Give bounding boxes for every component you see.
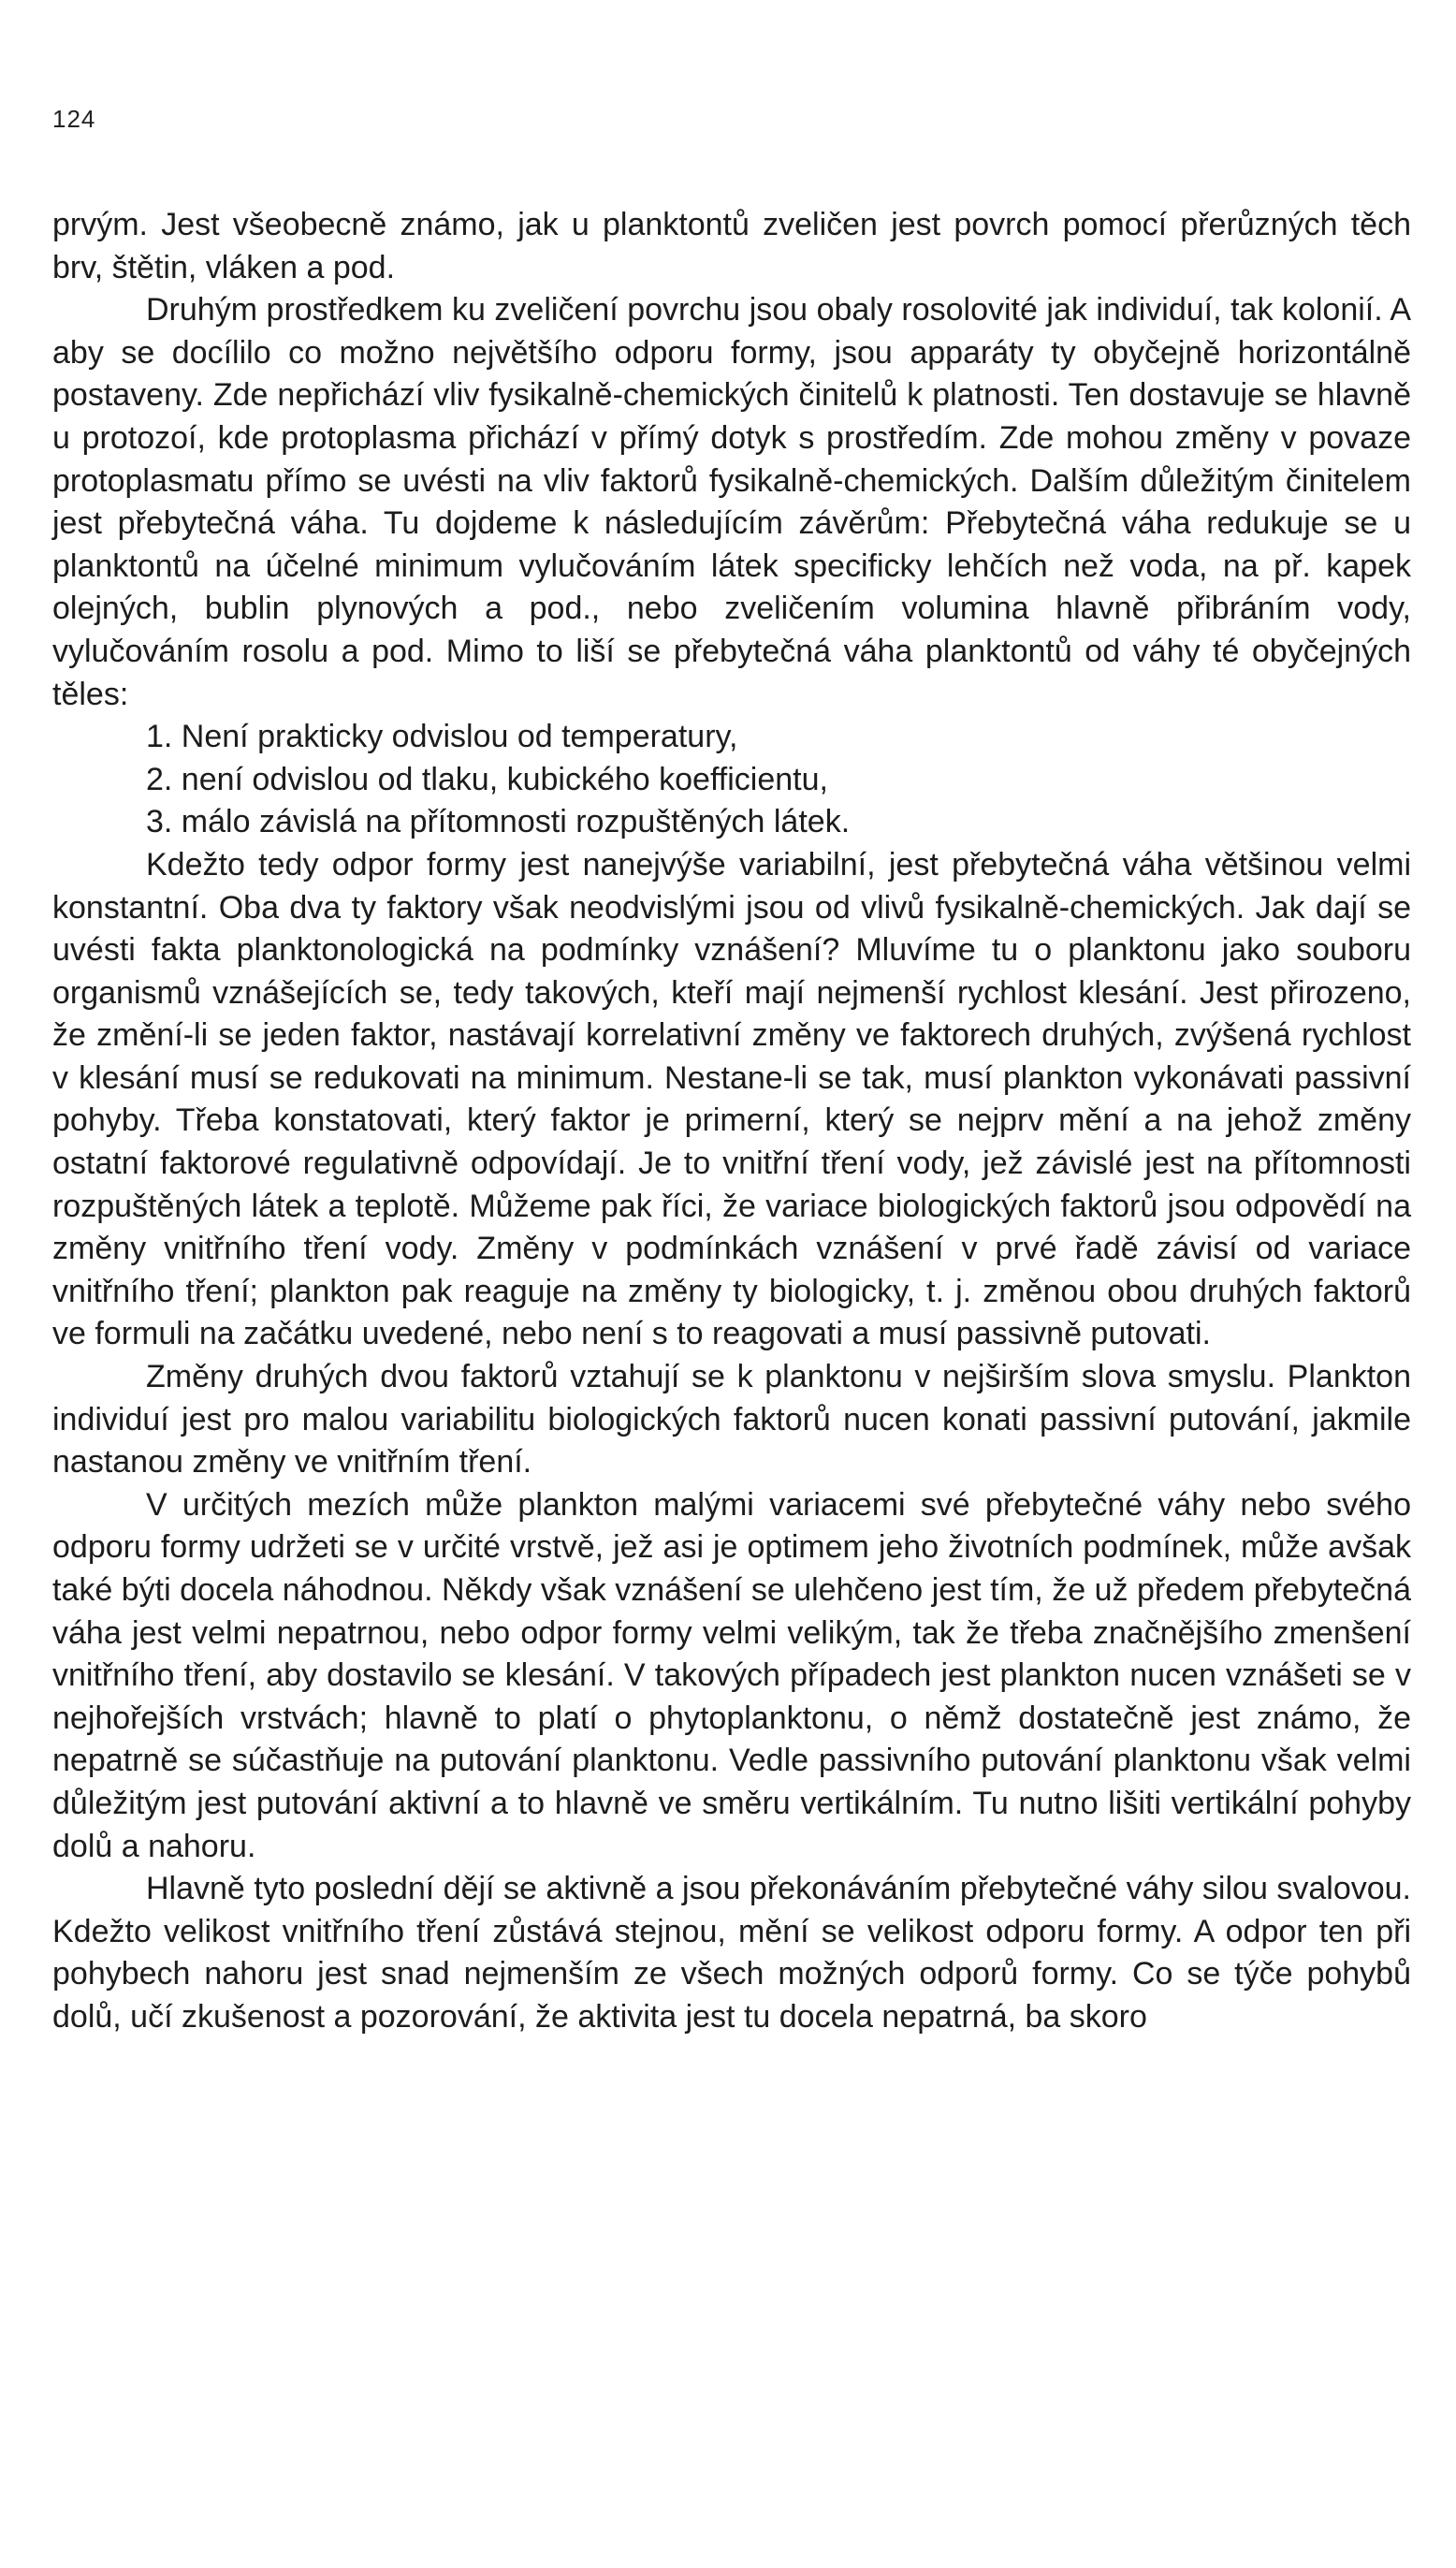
paragraph-5: V určitých mezích může plankton malými variacemi své přebytečné váhy nebo svého odporu formy udržeti se v určité vrstvě, jež asi je optimem jeho životních podmínek, může avšak také býti docela náhodnou. Někdy však vznášení se ulehčeno jest tím, že už předem přebytečná váha jest velmi nepatrnou, nebo odpor formy velmi velikým, tak že třeba značnějšího zmenšení vnitřního tření, aby dostavilo se klesání. V takových případech jest plankton nucen vznášeti se v nejhořejších vrstvách; hlavně to platí o phytoplanktonu, o němž dostatečně jest známo, že nepatrně se súčastňuje na putování planktonu. Vedle passivního putování planktonu však velmi důležitým jest putování aktivní a to hlavně ve směru vertikálním. Tu nutno lišiti vertikální pohyby dolů a nahoru.	[52, 1486, 1411, 1864]
numbered-list	[52, 716, 1411, 844]
list-item: 2. není odvislou od tlaku, kubického koefficientu,	[146, 761, 828, 797]
paragraph-6: Hlavně tyto poslední dějí se aktivně a jsou překonáváním přebytečné váhy silou svalovou. Kdežto velikost vnitřního tření zůstává stejnou, mění se velikost odporu formy. A odpor ten při pohybech nahoru jest snad nejmenším ze všech možných odporů formy. Co se týče pohybů dolů, učí zkušenost a pozorování, že aktivita jest tu docela nepatrná, ba skoro	[52, 1871, 1411, 2035]
list-item: 3. málo závislá na přítomnosti rozpuštěných látek.	[146, 804, 851, 840]
list-item: 1. Není prakticky odvislou od temperatury,	[146, 719, 738, 755]
page-number: 124	[52, 105, 96, 133]
body-text	[52, 204, 1411, 2039]
paragraph-1: prvým. Jest všeobecně známo, jak u planktontů zveličen jest povrch pomocí přerůzných těch brv, štětin, vláken a pod.	[52, 207, 1411, 285]
paragraph-2: Druhým prostředkem ku zveličení povrchu jsou obaly rosolovité jak individuí, tak kolonií. A aby se docílilo co možno největšího odporu formy, jsou apparáty ty obyčejně horizontálně postaveny. Zde nepřichází vliv fysikalně-chemických činitelů k platnosti. Ten dostavuje se hlavně u protozoí, kde protoplasma přichází v přímý dotyk s prostředím. Zde mohou změny v povaze protoplasmatu přímo se uvésti na vliv faktorů fysikalně-chemických. Dalším důležitým činitelem jest přebytečná váha. Tu dojdeme k následujícím závěrům: Přebytečná váha redukuje se u planktontů na účelné minimum vylučováním látek specificky lehčích než voda, na př. kapek olejných, bublin plynových a pod., nebo zveličením volumina hlavně přibráním vody, vylučováním rosolu a pod. Mimo to liší se přebytečná váha planktontů od váhy té obyčejných těles:	[52, 292, 1411, 712]
paragraph-4: Změny druhých dvou faktorů vztahují se k planktonu v nejširším slova smyslu. Plankton individuí jest pro malou variabilitu biologických faktorů nucen konati passivní putování, jakmile nastanou změny ve vnitřním tření.	[52, 1359, 1411, 1481]
paragraph-3: Kdežto tedy odpor formy jest nanejvýše variabilní, jest přebytečná váha většinou velmi konstantní. Oba dva ty faktory však neodvislými jsou od vlivů fysikalně-chemických. Jak dají se uvésti fakta planktonologická na podmínky vznášení? Mluvíme tu o planktonu jako souboru organismů vznášejících se, tedy takových, kteří mají nejmenší rychlost klesání. Jest přirozeno, že změní-li se jeden faktor, nastávají korrelativní změny ve faktorech druhých, zvýšená rychlost v klesání musí se redukovati na minimum. Nestane-li se tak, musí plankton vykonávati passivní pohyby. Třeba konstatovati, který faktor je primerní, který se nejprv mění a na jehož změny ostatní faktorové regulativně odpovídají. Je to vnitřní tření vody, jež závislé jest na přítomnosti rozpuštěných látek a teplotě. Můžeme pak říci, že variace biologických faktorů jsou odpovědí na změny vnitřního tření vody. Změny v podmínkách vznášení v prvé řadě závisí od variace vnitřního tření; plankton pak reaguje na změny ty biologicky, t. j. změnou obou druhých faktorů ve formuli na začátku uvedené, nebo není s to reagovati a musí passivně putovati.	[52, 846, 1411, 1352]
